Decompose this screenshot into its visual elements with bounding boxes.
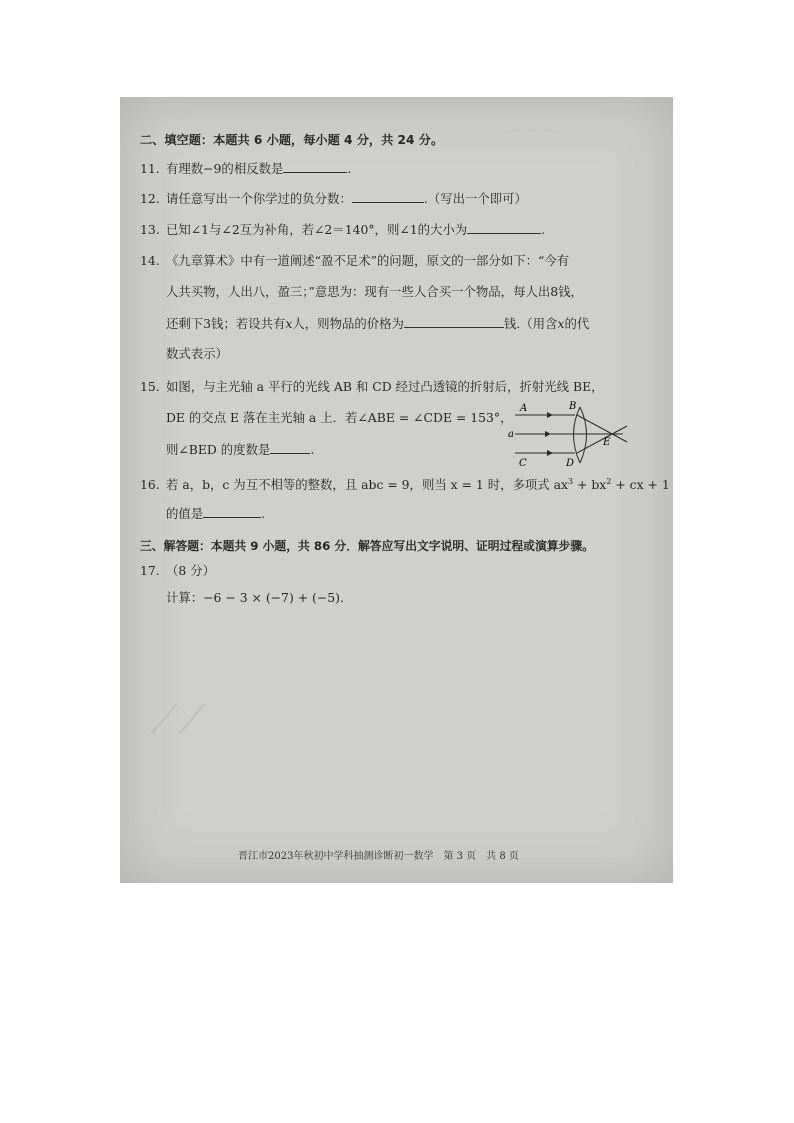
arrow-CD <box>547 450 553 456</box>
label-C: C <box>519 458 527 469</box>
answer-blank[interactable] <box>467 221 541 234</box>
question-number: 11. <box>140 161 160 176</box>
question-15-line-3: 则∠BED 的度数是 . <box>166 442 315 457</box>
question-number: 14. <box>140 253 160 268</box>
question-14-line-3: 还剩下3钱；若设共有x人，则物品的价格为 钱.（用含x的代 <box>166 316 590 331</box>
lens-right-arc <box>580 407 587 463</box>
answer-blank[interactable] <box>203 505 261 518</box>
question-number: 17. <box>140 563 160 578</box>
bleed-through-figure: ⟋⟋ <box>150 697 206 743</box>
question-number: 15. <box>140 379 160 394</box>
answer-blank[interactable] <box>404 315 504 328</box>
section-3-header: 三、解答题：本题共 9 小题，共 86 分．解答应写出文字说明、证明过程或演算步骤。 <box>140 539 594 553</box>
question-14-line-2: 人共买物，人出八，盈三；”意思为：现有一些人合买一个物品，每人出8钱， <box>166 284 583 299</box>
label-A: A <box>520 403 528 414</box>
page-footer: 晋江市2023年秋初中学科抽测诊断初一数学 第 3 页 共 8 页 <box>238 851 519 862</box>
question-11: 11. 有理数−9的相反数是 . <box>140 161 352 176</box>
question-number: 12. <box>140 191 160 206</box>
question-14-line-1: 14. 《九章算术》中有一道阐述“盈不足术”的问题，原文的一部分如下：“今有 <box>140 253 570 268</box>
answer-blank[interactable] <box>352 190 424 203</box>
question-12: 12. 请任意写出一个你学过的负分数： .（写出一个即可） <box>140 191 527 206</box>
arrow-axis <box>545 431 551 437</box>
scanned-page <box>120 97 673 883</box>
question-17-prompt: 计算：−6 − 3 × (−7) + (−5)． <box>166 590 353 605</box>
question-16-line-2: 的值是 . <box>166 506 266 521</box>
question-16-line-1: 16. 若 a，b，c 为互不相等的整数，且 abc = 9，则当 x = 1 时，多项式 $ax^3 + bx^2$ + cx + 1 <box>140 477 670 492</box>
question-number: 16. <box>140 477 160 492</box>
question-15-line-1: 15. 如图，与主光轴 a 平行的光线 AB 和 CD 经过凸透镜的折射后，折射光线 BE， <box>140 379 604 394</box>
question-number: 13. <box>140 222 160 237</box>
section-2-header: 二、填空题：本题共 6 小题，每小题 4 分，共 24 分。 <box>140 133 444 147</box>
question-13: 13. 已知∠1与∠2互为补角，若∠2＝140°，则∠1的大小为 . <box>140 222 546 237</box>
answer-blank[interactable] <box>283 160 347 173</box>
bleed-through-text: ⌒ ⌒ ⌒ <box>510 129 554 143</box>
label-E: E <box>603 437 611 448</box>
ray-DE <box>577 426 627 453</box>
answer-blank[interactable] <box>270 441 310 454</box>
arrow-AB <box>547 412 553 418</box>
label-D: D <box>566 458 575 469</box>
question-14-line-4: 数式表示） <box>166 346 228 361</box>
question-17-header: 17. （8 分） <box>140 563 215 578</box>
question-15-line-2: DE 的交点 E 落在主光轴 a 上．若∠ABE = ∠CDE = 153°， <box>166 410 513 425</box>
ray-BE <box>577 415 627 442</box>
label-a: a <box>508 429 514 440</box>
label-B: B <box>569 401 577 412</box>
convex-lens-figure <box>505 397 630 472</box>
